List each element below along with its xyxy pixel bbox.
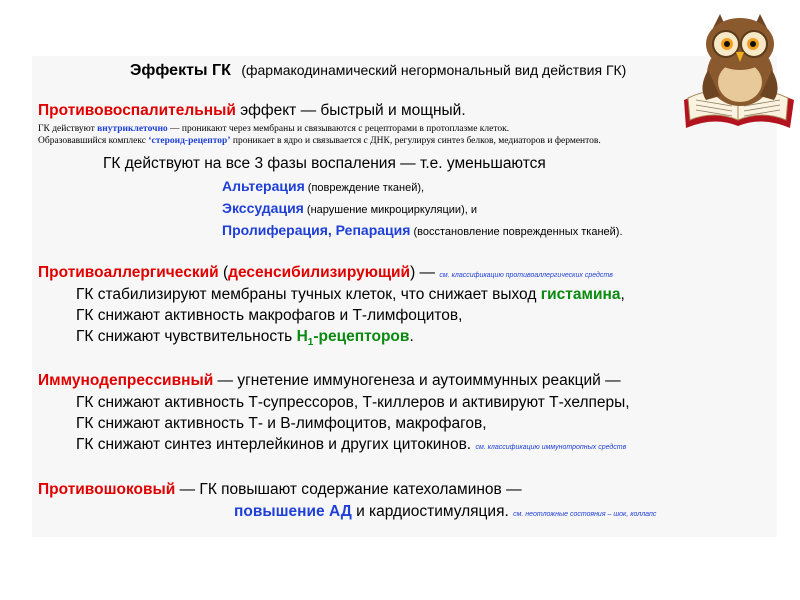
- note2-c: проникает в ядро и связывается с ДНК, регулируя синтез белков, медиаторов и ферментов.: [230, 136, 601, 146]
- note1-a: ГК действуют: [38, 124, 98, 134]
- note1-b: внутриклеточно: [97, 124, 168, 134]
- immuno-heading: Иммунодепрессивный: [38, 372, 214, 389]
- antiinflammatory-heading-line: [38, 102, 466, 120]
- immuno-link[interactable]: см. классификацию иммунотропных средств: [475, 444, 627, 451]
- immuno-line3: [76, 436, 626, 454]
- h-subscript: 1: [307, 337, 314, 349]
- antiinflammatory-rest: эффект — быстрый и мощный.: [235, 102, 466, 119]
- proliferation: Пролиферация: [222, 222, 328, 238]
- immuno-line2: ГК снижают активность Т- и В-лимфоцитов, макрофагов,: [76, 415, 487, 432]
- comma: ,: [327, 222, 336, 238]
- note2-b: ‘стероид-рецептор’: [148, 136, 231, 146]
- title-paren: (фармакодинамический негормональный вид действия ГК): [241, 62, 627, 78]
- antishock-heading: Противошоковый: [38, 481, 176, 498]
- proliferation-line: [222, 222, 623, 238]
- antiinflammatory-note1: [38, 124, 509, 134]
- alteration-line: [222, 178, 424, 194]
- antishock-rest: — ГК повышают содержание катехоламинов —: [175, 481, 522, 498]
- immuno-heading-line: [38, 372, 621, 390]
- antiallergic-link[interactable]: см. классификацию противоаллергических средств: [439, 272, 613, 279]
- page-title: [130, 62, 626, 80]
- antiallergic-line3: [76, 328, 414, 348]
- antishock-line2: [234, 503, 656, 521]
- l1-a: ГК стабилизируют мембраны тучных клеток, что снижает выход: [76, 286, 541, 303]
- owl-reading-book-icon: [676, 8, 800, 130]
- antishock-link[interactable]: см. неотложные состояния – шок, коллапс: [513, 511, 657, 518]
- antishock-rest2: и кардиостимуляция.: [351, 503, 509, 520]
- exudation-note: (нарушение микроциркуляции), и: [303, 204, 477, 216]
- alteration: Альтерация: [222, 178, 305, 194]
- note1-c: — проникают через мембраны и связываются с рецепторами в протоплазме клеток.: [167, 124, 510, 134]
- antiallergic-line1: [76, 286, 625, 304]
- l1-c: ,: [620, 286, 625, 303]
- immuno-line1: ГК снижают активность Т-супрессоров, Т-киллеров и активируют Т-хелперы,: [76, 394, 630, 411]
- immuno-rest: — угнетение иммуногенеза и аутоиммунных реакций —: [213, 372, 621, 389]
- phases-line: ГК действуют на все 3 фазы воспаления — т.е. уменьшаются: [103, 155, 546, 172]
- note2-a: Образовавшийся комплекс: [38, 136, 149, 146]
- reparation-note: (восстановление поврежденных тканей).: [410, 226, 623, 238]
- exudation: Экссудация: [222, 200, 304, 216]
- antiallergic-line2: ГК снижают активность макрофагов и Т-лимфоцитов,: [76, 307, 463, 324]
- immuno-l3: ГК снижают синтез интерлейкинов и других цитокинов.: [76, 436, 472, 453]
- antiinflammatory-heading: Противовоспалительный: [38, 102, 236, 119]
- antiinflammatory-note2: [38, 136, 601, 146]
- paren-close: ) —: [410, 264, 440, 281]
- bp-increase: повышение АД: [234, 503, 352, 520]
- title-bold: Эффекты ГК: [130, 62, 231, 79]
- reparation: Репарация: [335, 222, 411, 238]
- l3-d: .: [409, 328, 414, 345]
- l3-a: ГК снижают чувствительность: [76, 328, 297, 345]
- receptors: -рецепторов: [313, 328, 410, 345]
- histamine: гистамина: [540, 286, 621, 303]
- antishock-heading-line: [38, 481, 522, 499]
- antiallergic-heading-line: [38, 264, 613, 282]
- alteration-note: (повреждение тканей),: [304, 182, 425, 194]
- paren-open: (: [218, 264, 229, 281]
- exudation-line: [222, 200, 477, 216]
- antiallergic-heading: Противоаллергический: [38, 264, 219, 281]
- h-letter: Н: [296, 328, 308, 345]
- desensitizing: десенсибилизирующий: [228, 264, 411, 281]
